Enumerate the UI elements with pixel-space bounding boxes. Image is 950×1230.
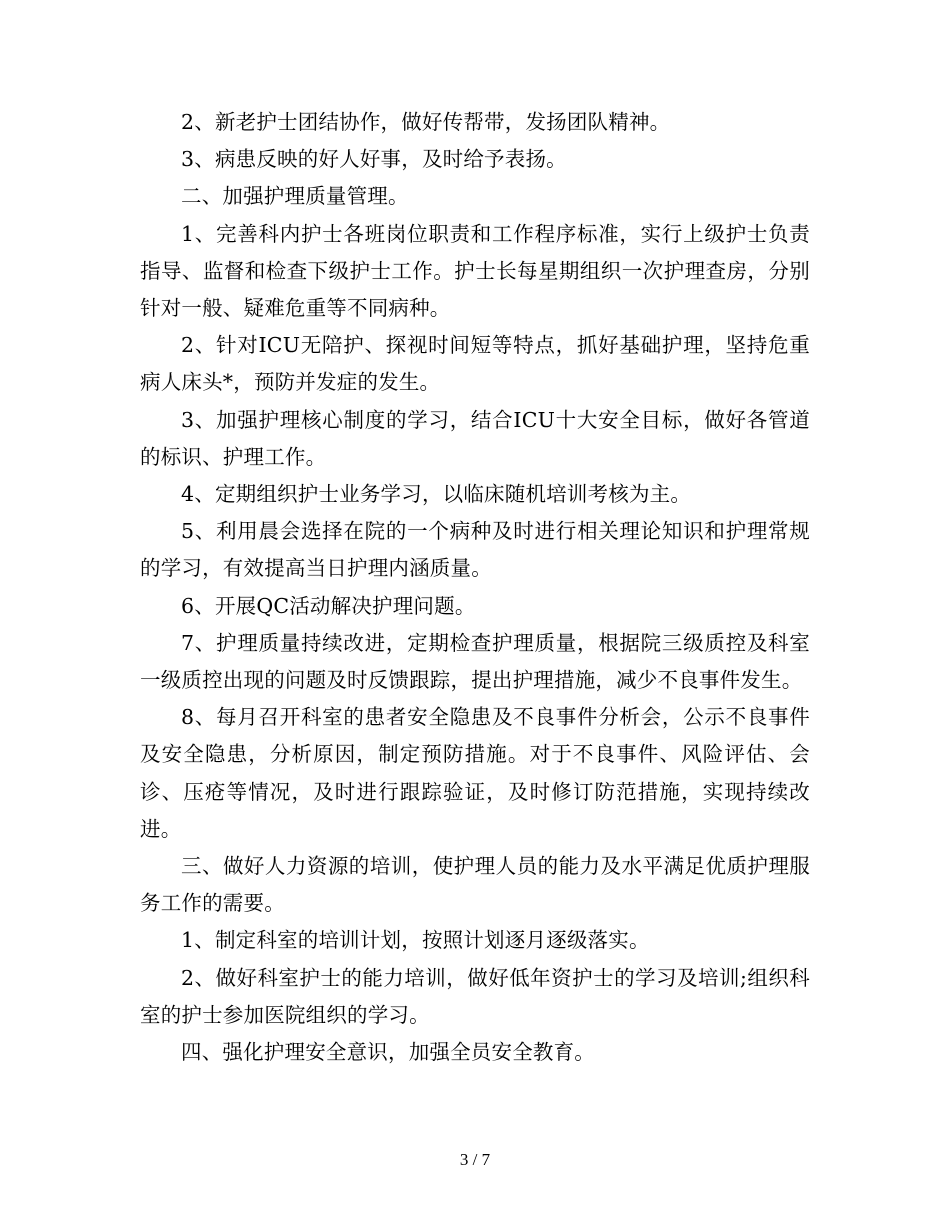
paragraph: 2、针对ICU无陪护、探视时间短等特点，抓好基础护理，坚持危重病人床头*，预防并发症的发生。 [140,333,810,395]
paragraph: 2、做好科室护士的能力培训，做好低年资护士的学习及培训;组织科室的护士参加医院组织的学习。 [140,965,810,1027]
paragraph: 2、新老护士团结协作，做好传帮带，发扬团队精神。 [181,110,671,134]
paragraph: 6、开展QC活动解决护理问题。 [181,593,476,618]
paragraph: 3、病患反映的好人好事，及时给予表扬。 [181,147,567,172]
document-body [140,104,810,1071]
paragraph: 8、每月召开科室的患者安全隐患及不良事件分析会，公示不良事件及安全隐患，分析原因，制定预防措施。对于不良事件、风险评估、会诊、压疮等情况，及时进行跟踪验证，及时修订防范措施，实现持续改进。 [140,705,810,841]
paragraph: 7、护理质量持续改进，定期检查护理质量，根据院三级质控及科室一级质控出现的问题及时反馈跟踪，提出护理措施，减少不良事件发生。 [140,630,810,693]
section-heading: 二、加强护理质量管理。 [181,184,409,209]
paragraph: 4、定期组织护士业务学习，以临床随机培训考核为主。 [181,482,692,507]
section-heading: 三、做好人力资源的培训，使护理人员的能力及水平满足优质护理服务工作的需要。 [140,854,810,916]
paragraph: 1、完善科内护士各班岗位职责和工作程序标准，实行上级护士负责指导、监督和检查下级护士工作。护士长每星期组织一次护理查房，分别针对一般、疑难危重等不同病种。 [140,221,810,321]
paragraph: 5、利用晨会选择在院的一个病种及时进行相关理论知识和护理常规的学习，有效提高当日护理内涵质量。 [140,519,810,581]
paragraph: 3、加强护理核心制度的学习，结合ICU十大安全目标，做好各管道的标识、护理工作。 [140,407,810,469]
section-heading: 四、强化护理安全意识，加强全员安全教育。 [181,1040,595,1065]
page-number: 3 / 7 [459,1150,491,1169]
paragraph: 1、制定科室的培训计划，按照计划逐月逐级落实。 [181,928,650,953]
